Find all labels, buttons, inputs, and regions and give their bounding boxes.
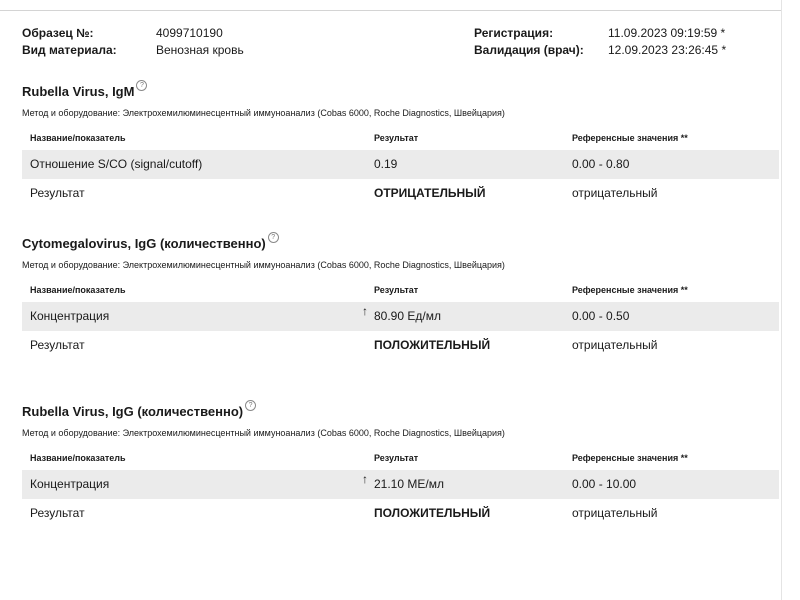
material-value: Венозная кровь — [156, 43, 244, 57]
table-row — [22, 179, 779, 208]
row-name: Отношение S/CO (signal/cutoff) — [30, 157, 203, 171]
validation-value: 12.09.2023 23:26:45 * — [608, 43, 727, 57]
table-row — [22, 470, 779, 499]
row-result-value: 80.90 Ед/мл — [374, 309, 441, 323]
column-header-reference: Референсные значения ** — [572, 453, 688, 463]
row-name: Концентрация — [30, 309, 110, 323]
column-header-result: Результат — [374, 133, 419, 143]
row-reference: отрицательный — [572, 186, 658, 200]
top-divider — [0, 10, 781, 11]
row-result — [362, 470, 444, 499]
arrow-up-icon: ↑ — [362, 472, 368, 486]
section-title — [22, 404, 779, 420]
table-row — [22, 331, 779, 360]
table-header — [22, 283, 779, 297]
column-header-name: Название/показатель — [30, 133, 126, 143]
row-reference: отрицательный — [572, 338, 658, 352]
row-reference: отрицательный — [572, 506, 658, 520]
sample-number-label: Образец №: — [22, 26, 94, 40]
column-header-result: Результат — [374, 453, 419, 463]
registration-value: 11.09.2023 09:19:59 * — [608, 26, 726, 40]
table-row — [22, 150, 779, 179]
section-title-text: Rubella Virus, IgM — [22, 84, 135, 99]
table-row — [22, 302, 779, 331]
section-title-text: Rubella Virus, IgG (количественно) — [22, 404, 244, 419]
row-reference: 0.00 - 10.00 — [572, 477, 637, 491]
sample-number-value: 4099710190 — [156, 26, 223, 40]
row-result: ПОЛОЖИТЕЛЬНЫЙ — [374, 506, 491, 520]
table-row — [22, 499, 779, 528]
method-description: Метод и оборудование: Электрохемилюминесцентный иммуноанализ (Cobas 6000, Roche Diagnostics, Швейцария) — [22, 428, 505, 438]
row-name: Результат — [30, 338, 85, 352]
method-description: Метод и оборудование: Электрохемилюминесцентный иммуноанализ (Cobas 6000, Roche Diagnostics, Швейцария) — [22, 260, 505, 270]
row-result: ОТРИЦАТЕЛЬНЫЙ — [374, 186, 486, 200]
help-icon[interactable]: ? — [268, 232, 279, 243]
row-reference: 0.00 - 0.80 — [572, 157, 630, 171]
column-header-reference: Референсные значения ** — [572, 133, 688, 143]
test-section-rubella-igg — [22, 404, 779, 528]
material-label: Вид материала: — [22, 43, 117, 57]
sample-meta — [22, 26, 782, 60]
help-icon[interactable]: ? — [245, 400, 256, 411]
row-result — [362, 302, 441, 331]
page-edge — [781, 0, 782, 600]
arrow-up-icon: ↑ — [362, 304, 368, 318]
column-header-name: Название/показатель — [30, 285, 126, 295]
table-header — [22, 131, 779, 145]
row-result: 0.19 — [374, 157, 398, 171]
row-name: Результат — [30, 506, 85, 520]
section-title-text: Cytomegalovirus, IgG (количественно) — [22, 236, 266, 251]
test-section-cmv-igg — [22, 236, 779, 360]
row-result-value: 21.10 МЕ/мл — [374, 477, 444, 491]
section-title — [22, 84, 779, 100]
column-header-reference: Референсные значения ** — [572, 285, 688, 295]
row-name: Результат — [30, 186, 85, 200]
row-name: Концентрация — [30, 477, 110, 491]
validation-label: Валидация (врач): — [474, 43, 584, 57]
table-header — [22, 451, 779, 465]
column-header-name: Название/показатель — [30, 453, 126, 463]
row-result: ПОЛОЖИТЕЛЬНЫЙ — [374, 338, 491, 352]
test-section-rubella-igm — [22, 84, 779, 208]
method-description: Метод и оборудование: Электрохемилюминесцентный иммуноанализ (Cobas 6000, Roche Diagnostics, Швейцария) — [22, 108, 505, 118]
registration-label: Регистрация: — [474, 26, 554, 40]
column-header-result: Результат — [374, 285, 419, 295]
help-icon[interactable]: ? — [136, 80, 147, 91]
row-reference: 0.00 - 0.50 — [572, 309, 630, 323]
section-title — [22, 236, 779, 252]
